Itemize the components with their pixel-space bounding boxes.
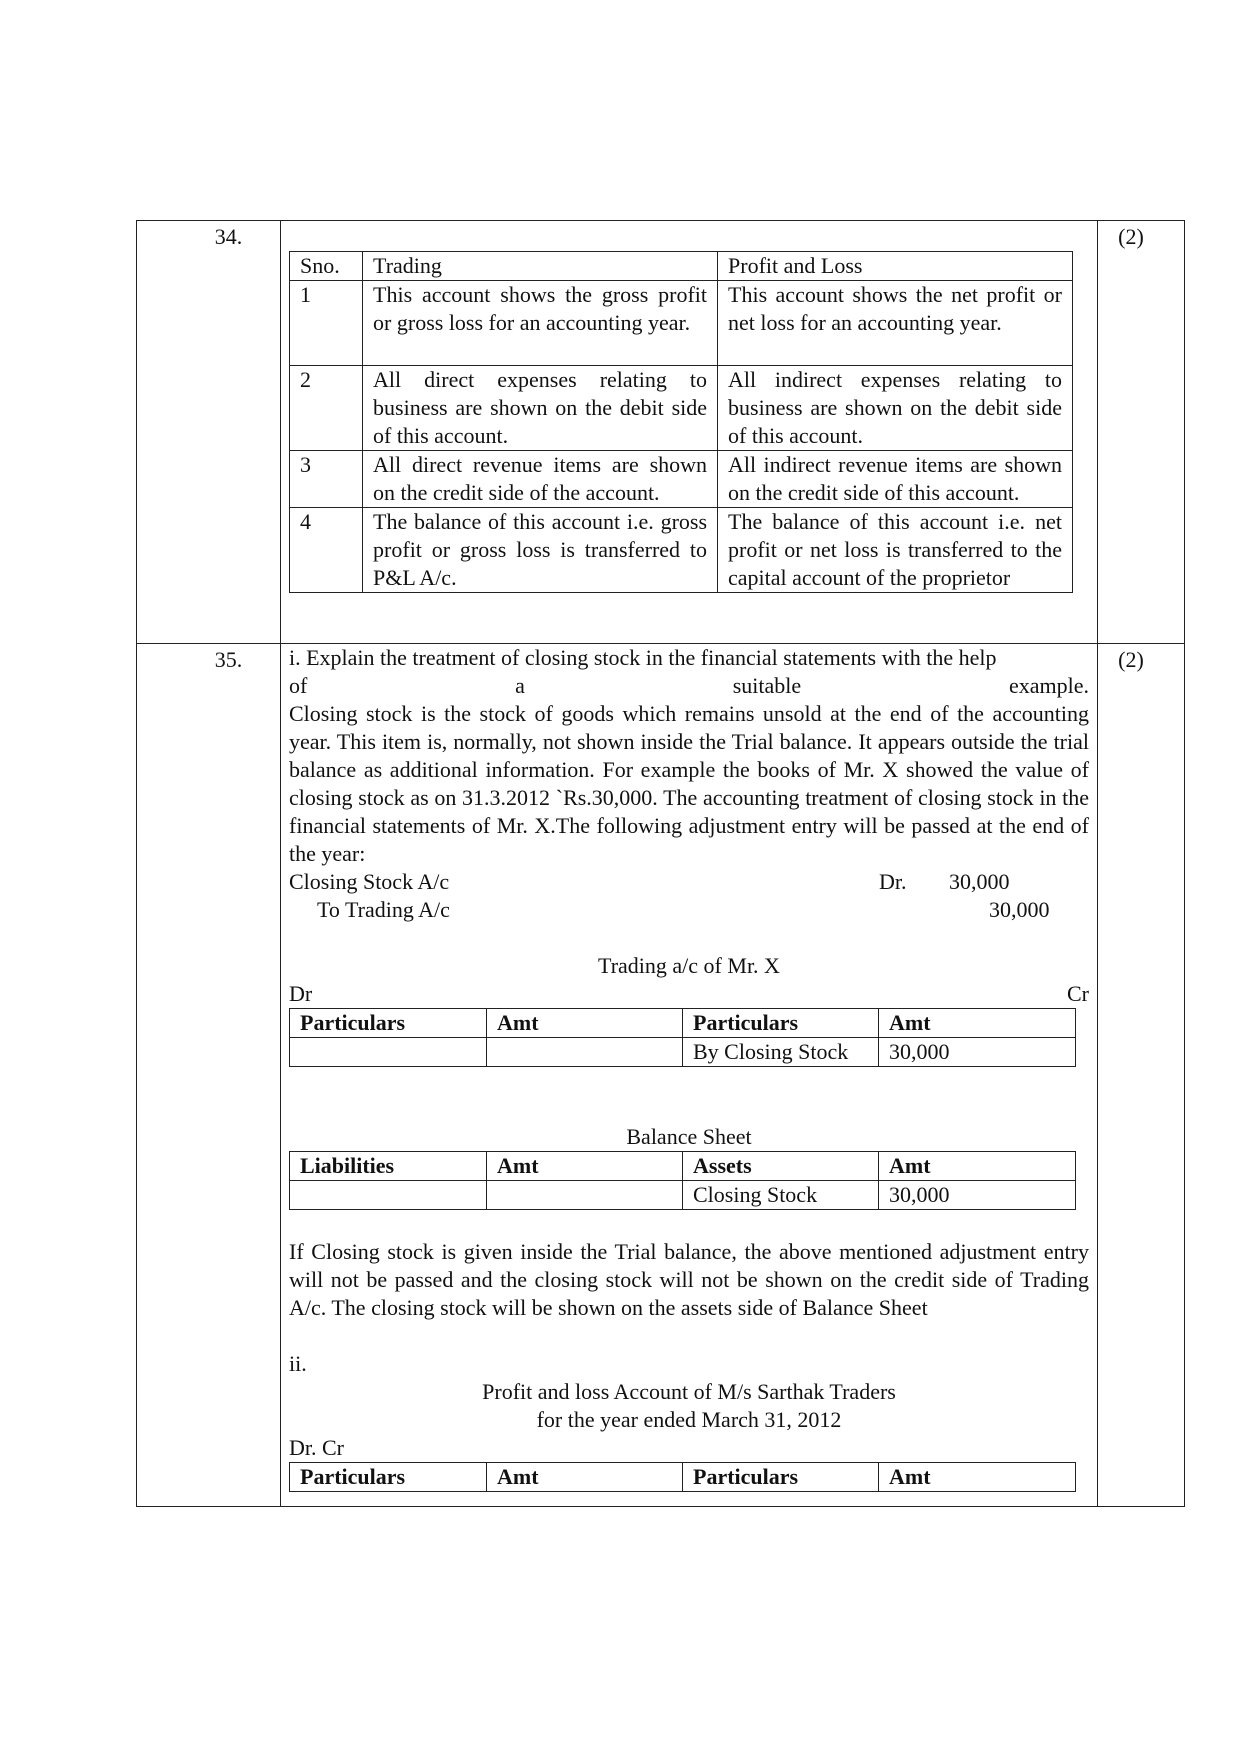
credit-amount: 30,000	[989, 897, 1050, 922]
header-particulars: Particulars	[683, 1009, 879, 1038]
pl-account-subtitle: for the year ended March 31, 2012	[536, 1407, 842, 1432]
question-number: 35.	[214, 647, 243, 672]
header-particulars: Particulars	[290, 1463, 487, 1492]
marks-cell	[1098, 221, 1185, 644]
marks: (2)	[1118, 224, 1144, 249]
row-trading: This account shows the gross profit or gross loss for an accounting year.	[363, 281, 718, 366]
word: a	[515, 673, 525, 698]
header-amt: Amt	[879, 1463, 1076, 1492]
header-liabilities: Liabilities	[290, 1152, 487, 1181]
header-profit-loss: Profit and Loss	[718, 252, 1073, 281]
table-row	[290, 1181, 1076, 1210]
row-sno: 4	[290, 508, 363, 593]
question-number: 34.	[214, 224, 243, 249]
question-number-cell	[137, 644, 281, 1507]
comparison-header-row	[290, 252, 1073, 281]
pl-account-title: Profit and loss Account of M/s Sarthak Traders	[482, 1379, 896, 1404]
cell	[290, 1038, 487, 1067]
credit-account: To Trading A/c	[317, 897, 450, 922]
debit-amount: 30,000	[949, 869, 1010, 894]
dr-label: Dr.	[879, 869, 907, 894]
dr-cr-line	[289, 980, 1089, 1008]
answer-table	[136, 220, 1185, 1507]
question-number-cell	[137, 221, 281, 644]
trading-account-table	[289, 1008, 1076, 1067]
comparison-row	[290, 508, 1073, 593]
trading-account-title: Trading a/c of Mr. X	[598, 953, 780, 978]
table-header-row	[290, 1463, 1076, 1492]
row-trading: All direct revenue items are shown on the credit side of the account.	[363, 451, 718, 508]
cell: 30,000	[879, 1181, 1076, 1210]
word: suitable	[732, 673, 802, 698]
question-34-row	[137, 221, 1185, 644]
part-ii-label: ii.	[289, 1351, 307, 1376]
answer-cell	[281, 644, 1098, 1507]
comparison-row	[290, 451, 1073, 508]
explanation-paragraph: Closing stock is the stock of goods which remains unsold at the end of the accounting year. This item is, normally, not shown inside the Trial balance. It appears outside the trial balance as additional information. For example the books of Mr. X showed the value of closing stock as on 31.3.2012 `Rs.30,000. The accounting treatment of closing stock in the financial statements of Mr. X.The following adjustment entry will be passed at the end of the year:	[289, 701, 1089, 866]
row-profit-loss: All indirect expenses relating to business are shown on the debit side of this account.	[718, 366, 1073, 451]
cell: 30,000	[879, 1038, 1076, 1067]
answer-cell	[281, 221, 1098, 644]
header-amt: Amt	[879, 1009, 1076, 1038]
header-amt: Amt	[487, 1152, 683, 1181]
row-profit-loss: The balance of this account i.e. net profit or net loss is transferred to the capital account of the proprietor	[718, 508, 1073, 593]
row-sno: 1	[290, 281, 363, 366]
header-assets: Assets	[683, 1152, 879, 1181]
row-sno: 2	[290, 366, 363, 451]
header-amt: Amt	[879, 1152, 1076, 1181]
cell	[290, 1181, 487, 1210]
header-particulars: Particulars	[683, 1463, 879, 1492]
row-trading: The balance of this account i.e. gross profit or gross loss is transferred to P&L A/c.	[363, 508, 718, 593]
marks-cell	[1098, 644, 1185, 1507]
header-amt: Amt	[487, 1463, 683, 1492]
cr-label: Cr	[1067, 981, 1089, 1006]
word: of	[289, 673, 308, 698]
header-trading: Trading	[363, 252, 718, 281]
dr-cr-line: Dr. Cr	[289, 1435, 344, 1460]
journal-debit-line	[289, 868, 1089, 896]
row-trading: All direct expenses relating to business are shown on the debit side of this account.	[363, 366, 718, 451]
cell: Closing Stock	[683, 1181, 879, 1210]
comparison-table	[289, 251, 1073, 593]
table-header-row	[290, 1152, 1076, 1181]
comparison-row	[290, 366, 1073, 451]
header-sno: Sno.	[290, 252, 363, 281]
cell	[487, 1181, 683, 1210]
balance-sheet-title: Balance Sheet	[626, 1124, 752, 1149]
pl-account-table	[289, 1462, 1076, 1492]
question-text-tail	[289, 672, 1089, 700]
header-amt: Amt	[487, 1009, 683, 1038]
row-sno: 3	[290, 451, 363, 508]
dr-label: Dr	[289, 981, 313, 1006]
note-paragraph: If Closing stock is given inside the Trial balance, the above mentioned adjustment entry will not be passed and the closing stock will not be shown on the credit side of Trading A/c. The closing stock will be shown on the assets side of Balance Sheet	[289, 1239, 1089, 1320]
cell: By Closing Stock	[683, 1038, 879, 1067]
balance-sheet-table	[289, 1151, 1076, 1210]
header-particulars: Particulars	[290, 1009, 487, 1038]
question-35-row	[137, 644, 1185, 1507]
question-text: i. Explain the treatment of closing stock in the financial statements with the help	[289, 645, 997, 670]
table-row	[290, 1038, 1076, 1067]
debit-account: Closing Stock A/c	[289, 869, 450, 894]
table-header-row	[290, 1009, 1076, 1038]
row-profit-loss: This account shows the net profit or net loss for an accounting year.	[718, 281, 1073, 366]
comparison-row	[290, 281, 1073, 366]
journal-credit-line	[289, 896, 1089, 924]
word: example.	[1008, 673, 1089, 698]
cell	[487, 1038, 683, 1067]
answer-sheet	[136, 220, 1169, 1507]
marks: (2)	[1118, 647, 1144, 672]
row-profit-loss: All indirect revenue items are shown on the credit side of this account.	[718, 451, 1073, 508]
